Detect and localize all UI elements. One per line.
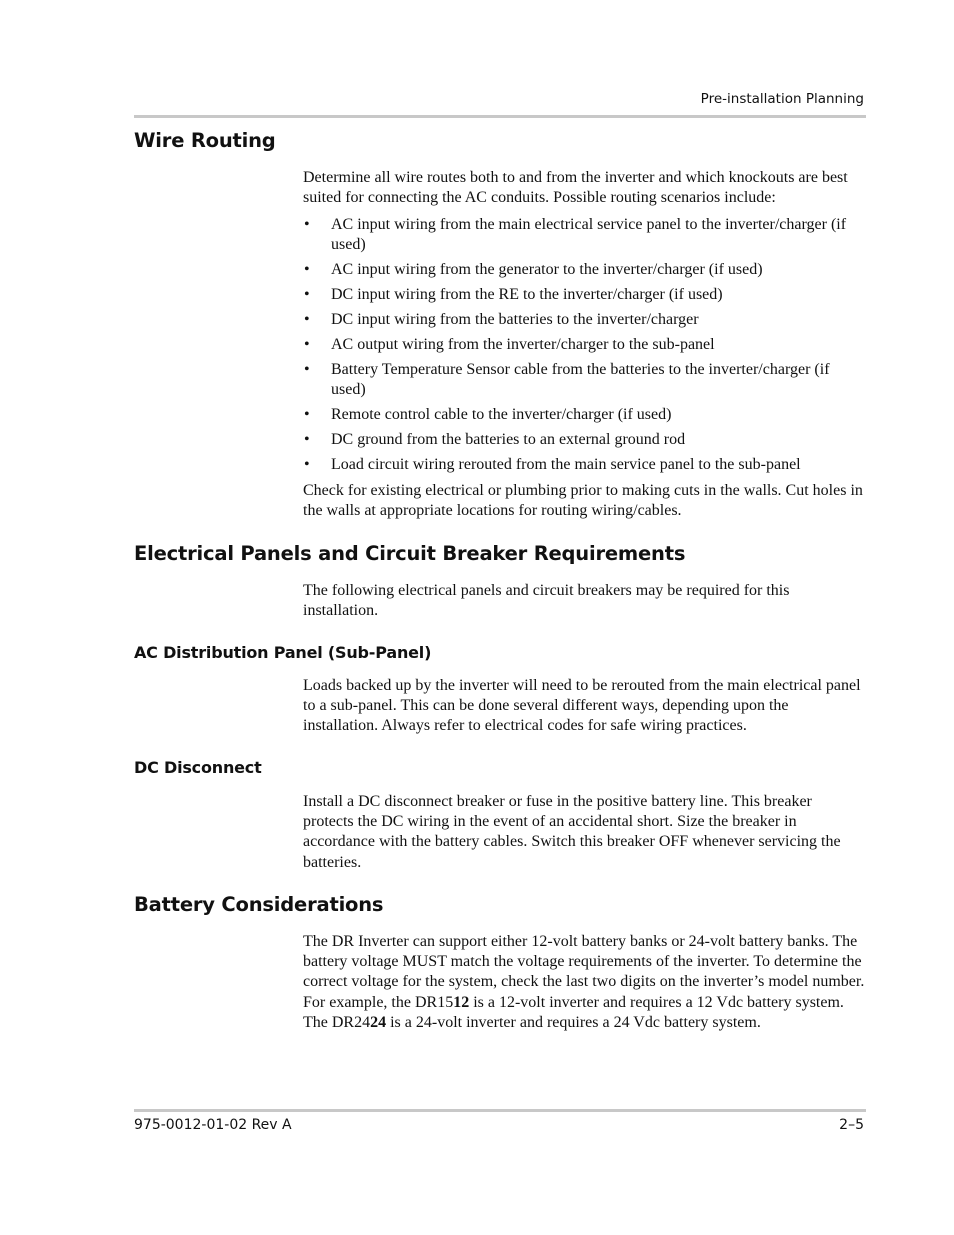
wire-routing-intro: Determine all wire routes both to and from the inverter and which knockouts are best suited for connecting the AC conduits. Possible routing scenarios include: [303, 169, 848, 207]
page-number: 2–5 [839, 1117, 864, 1133]
document-number: 975-0012-01-02 Rev A [134, 1117, 292, 1133]
bullet-icon: • [304, 456, 310, 474]
bullet-icon: • [304, 286, 310, 304]
bullet-icon: • [304, 361, 310, 379]
header-divider [134, 115, 866, 118]
bullet-icon: • [304, 336, 310, 354]
wire-routing-heading: Wire Routing [134, 129, 276, 152]
wire-routing-closing: Check for existing electrical or plumbing prior to making cuts in the walls. Cut holes in the walls at appropriate locations for routing wiring/cables. [303, 482, 863, 520]
list-item: • AC input wiring from the generator to the inverter/charger (if used) [303, 260, 865, 280]
dc-disconnect-heading: DC Disconnect [134, 758, 262, 777]
electrical-panels-heading: Electrical Panels and Circuit Breaker Requirements [134, 542, 686, 565]
list-item: • AC output wiring from the inverter/charger to the sub-panel [303, 335, 865, 355]
routing-scenarios-list [303, 215, 865, 480]
running-title: Pre-installation Planning [700, 91, 864, 107]
ac-distribution-body: Loads backed up by the inverter will need to be rerouted from the main electrical panel to a sub-panel. This can be done several different ways, depending upon the installation. Always refer to electrical codes for safe wiring practices. [303, 677, 861, 735]
bullet-icon: • [304, 216, 310, 233]
battery-considerations-body: The DR Inverter can support either 12-volt battery banks or 24-volt battery banks. The battery voltage MUST match the voltage requirements of the inverter. To determine the correct voltage for the system, check the last two digits on the inverter’s model number. For example, the DR1512 is a 12-volt inverter and requires a 12 Vdc battery system. The DR2424 is a 24-volt inverter and requires a 24 Vdc battery system. [303, 933, 865, 1031]
list-item: • DC ground from the batteries to an external ground rod [303, 430, 865, 450]
bullet-icon: • [304, 311, 310, 329]
bullet-icon: • [304, 431, 310, 449]
model-digits-12: 12 [453, 993, 470, 1011]
bullet-icon: • [304, 261, 310, 279]
list-item: • Load circuit wiring rerouted from the main service panel to the sub-panel [303, 455, 865, 475]
list-item: • DC input wiring from the batteries to the inverter/charger [303, 310, 865, 330]
model-digits-24: 24 [370, 1013, 387, 1031]
electrical-panels-intro: The following electrical panels and circuit breakers may be required for this installation. [303, 582, 790, 620]
list-item: • DC input wiring from the RE to the inverter/charger (if used) [303, 285, 865, 305]
dc-disconnect-body: Install a DC disconnect breaker or fuse in the positive battery line. This breaker protects the DC wiring in the event of an accidental short. Size the breaker in accordance with the battery cables. Switch this breaker OFF whenever servicing the batteries. [303, 793, 841, 871]
bullet-icon: • [304, 406, 310, 424]
list-item: • AC input wiring from the main electrical service panel to the inverter/charger (if used) [304, 216, 847, 254]
footer-divider [134, 1109, 866, 1112]
ac-distribution-heading: AC Distribution Panel (Sub-Panel) [134, 643, 432, 662]
list-item: • Battery Temperature Sensor cable from the batteries to the inverter/charger (if used) [304, 361, 830, 399]
list-item: • Remote control cable to the inverter/charger (if used) [303, 405, 865, 425]
battery-considerations-heading: Battery Considerations [134, 893, 384, 916]
